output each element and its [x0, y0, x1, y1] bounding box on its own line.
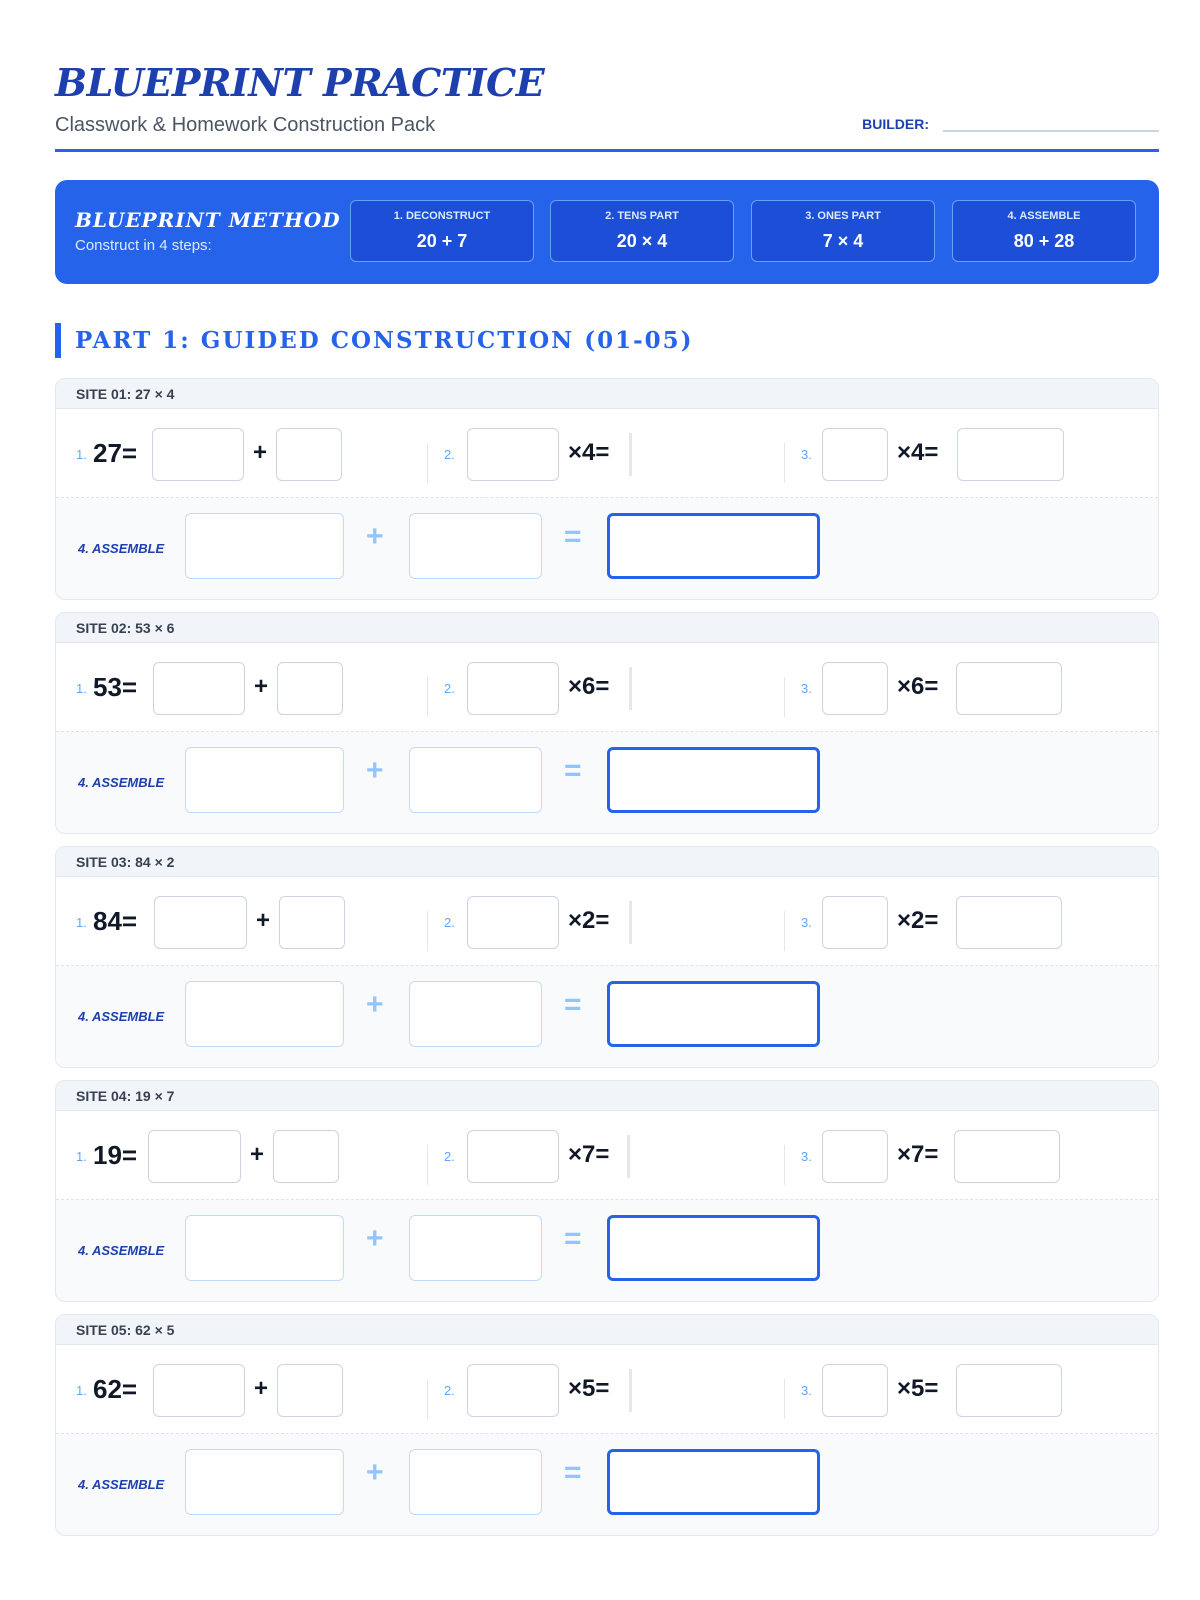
site-heading: SITE 04: 19 × 7: [56, 1081, 1158, 1111]
step-2-number: 2.: [444, 681, 455, 696]
plus-sign: +: [250, 1141, 265, 1168]
multiplier: ×7=: [568, 1141, 610, 1168]
method-step-label: 1. DECONSTRUCT: [393, 210, 491, 222]
step-2-number: 2.: [444, 915, 455, 930]
assemble-equals-sign: =: [564, 520, 582, 553]
method-step-label: 4. ASSEMBLE: [1007, 210, 1081, 222]
final-answer-box[interactable]: [607, 1449, 820, 1515]
site-heading: SITE 03: 84 × 2: [56, 847, 1158, 877]
assemble-plus-sign: +: [366, 754, 384, 787]
step-1-number: 1.: [76, 1383, 87, 1398]
multiplier: ×7=: [897, 1141, 939, 1168]
step-3-number: 3.: [801, 915, 812, 930]
final-answer-box[interactable]: [607, 981, 820, 1047]
assemble-row: [56, 732, 1158, 834]
divider: [784, 911, 785, 951]
tens-product-field[interactable]: [629, 433, 632, 476]
site-card-01: [55, 378, 1159, 600]
assemble-tens-box[interactable]: [185, 981, 344, 1047]
tens-part-box[interactable]: [467, 1130, 559, 1183]
multiplier: ×6=: [568, 673, 610, 700]
divider: [427, 1145, 428, 1185]
divider: [427, 911, 428, 951]
step-1-number: 1.: [76, 447, 87, 462]
divider: [427, 443, 428, 483]
tens-answer-box[interactable]: [148, 1130, 241, 1183]
construction-row: [56, 877, 1158, 966]
method-step-value: 80 + 28: [1013, 231, 1075, 251]
assemble-ones-box[interactable]: [409, 981, 542, 1047]
method-step-tens: [550, 200, 734, 262]
multiplier: ×5=: [568, 1375, 610, 1402]
method-step-assemble: [952, 200, 1136, 262]
step-2-number: 2.: [444, 1149, 455, 1164]
assemble-label: 4. ASSEMBLE: [78, 541, 165, 556]
assemble-ones-box[interactable]: [409, 747, 542, 813]
step-3-number: 3.: [801, 681, 812, 696]
divider: [784, 677, 785, 717]
ones-part-box[interactable]: [822, 1364, 888, 1417]
tens-answer-box[interactable]: [153, 662, 245, 715]
plus-sign: +: [254, 1375, 269, 1402]
assemble-plus-sign: +: [366, 988, 384, 1021]
site-number: 53=: [93, 672, 138, 702]
tens-answer-box[interactable]: [152, 428, 244, 481]
method-step-value: 20 × 4: [616, 231, 668, 251]
assemble-plus-sign: +: [366, 1222, 384, 1255]
step-2-number: 2.: [444, 447, 455, 462]
step-3-number: 3.: [801, 1149, 812, 1164]
site-number: 27=: [93, 438, 138, 468]
method-banner: [55, 180, 1159, 284]
ones-product-box[interactable]: [957, 428, 1064, 481]
assemble-equals-sign: =: [564, 1456, 582, 1489]
site-heading: SITE 01: 27 × 4: [56, 379, 1158, 409]
site-card-03: [55, 846, 1159, 1068]
assemble-plus-sign: +: [366, 1456, 384, 1489]
assemble-equals-sign: =: [564, 1222, 582, 1255]
tens-part-box[interactable]: [467, 1364, 559, 1417]
assemble-ones-box[interactable]: [409, 1215, 542, 1281]
page-title: BLUEPRINT PRACTICE: [55, 60, 545, 105]
multiplier: ×4=: [897, 439, 939, 466]
assemble-tens-box[interactable]: [185, 747, 344, 813]
builder-field: [862, 110, 1159, 132]
ones-part-box[interactable]: [822, 428, 888, 481]
tens-part-box[interactable]: [467, 662, 559, 715]
assemble-plus-sign: +: [366, 520, 384, 553]
builder-label: BUILDER:: [862, 116, 929, 132]
site-heading: SITE 05: 62 × 5: [56, 1315, 1158, 1345]
site-card-02: [55, 612, 1159, 834]
final-answer-box[interactable]: [607, 513, 820, 579]
divider: [427, 1379, 428, 1419]
tens-product-field[interactable]: [629, 667, 632, 710]
construction-row: [56, 1345, 1158, 1434]
tens-part-box[interactable]: [467, 428, 559, 481]
tens-product-field[interactable]: [629, 901, 632, 944]
divider: [784, 443, 785, 483]
plus-sign: +: [256, 907, 271, 934]
final-answer-box[interactable]: [607, 747, 820, 813]
ones-part-box[interactable]: [822, 896, 888, 949]
assemble-row: [56, 498, 1158, 600]
tens-product-field[interactable]: [629, 1369, 632, 1412]
multiplier: ×2=: [568, 907, 610, 934]
tens-part-box[interactable]: [467, 896, 559, 949]
page-subtitle: Classwork & Homework Construction Pack: [55, 114, 436, 136]
divider: [427, 677, 428, 717]
ones-answer-box[interactable]: [276, 428, 342, 481]
construction-row: [56, 1111, 1158, 1200]
worksheet-header: [55, 58, 1159, 152]
final-answer-box[interactable]: [607, 1215, 820, 1281]
site-number: 19=: [93, 1140, 138, 1170]
ones-answer-box[interactable]: [273, 1130, 339, 1183]
construction-row: [56, 409, 1158, 498]
plus-sign: +: [254, 673, 269, 700]
step-1-number: 1.: [76, 681, 87, 696]
divider: [784, 1379, 785, 1419]
assemble-label: 4. ASSEMBLE: [78, 1243, 165, 1258]
assemble-equals-sign: =: [564, 988, 582, 1021]
divider: [784, 1145, 785, 1185]
step-2-number: 2.: [444, 1383, 455, 1398]
ones-product-box[interactable]: [956, 1364, 1062, 1417]
assemble-row: [56, 966, 1158, 1068]
multiplier: ×6=: [897, 673, 939, 700]
ones-answer-box[interactable]: [279, 896, 345, 949]
method-step-deconstruct: [350, 200, 534, 262]
step-1-number: 1.: [76, 1149, 87, 1164]
assemble-tens-box[interactable]: [185, 1449, 344, 1515]
step-3-number: 3.: [801, 447, 812, 462]
site-heading: SITE 02: 53 × 6: [56, 613, 1158, 643]
tens-answer-box[interactable]: [153, 1364, 245, 1417]
method-step-label: 2. TENS PART: [605, 210, 679, 222]
tens-product-field[interactable]: [627, 1135, 630, 1178]
assemble-tens-box[interactable]: [185, 513, 344, 579]
assemble-label: 4. ASSEMBLE: [78, 1009, 165, 1024]
multiplier: ×2=: [897, 907, 939, 934]
site-number: 84=: [93, 906, 138, 936]
assemble-row: [56, 1200, 1158, 1302]
site-card-05: [55, 1314, 1159, 1536]
ones-product-box[interactable]: [956, 662, 1062, 715]
assemble-label: 4. ASSEMBLE: [78, 775, 165, 790]
method-step-label: 3. ONES PART: [805, 210, 881, 222]
tens-answer-box[interactable]: [154, 896, 247, 949]
ones-product-box[interactable]: [954, 1130, 1060, 1183]
assemble-row: [56, 1434, 1158, 1536]
step-1-number: 1.: [76, 915, 87, 930]
construction-row: [56, 643, 1158, 732]
method-step-value: 7 × 4: [822, 231, 864, 251]
ones-product-box[interactable]: [956, 896, 1062, 949]
ones-part-box[interactable]: [822, 1130, 888, 1183]
ones-answer-box[interactable]: [277, 662, 343, 715]
step-3-number: 3.: [801, 1383, 812, 1398]
method-title: BLUEPRINT METHOD: [75, 208, 341, 232]
ones-part-box[interactable]: [822, 662, 888, 715]
assemble-label: 4. ASSEMBLE: [78, 1477, 165, 1492]
method-step-ones: [751, 200, 935, 262]
plus-sign: +: [253, 439, 268, 466]
assemble-ones-box[interactable]: [409, 513, 542, 579]
multiplier: ×5=: [897, 1375, 939, 1402]
method-subtitle: Construct in 4 steps:: [75, 237, 212, 254]
part-heading: PART 1: GUIDED CONSTRUCTION (01-05): [55, 323, 694, 358]
site-card-04: [55, 1080, 1159, 1302]
ones-answer-box[interactable]: [277, 1364, 343, 1417]
assemble-equals-sign: =: [564, 754, 582, 787]
site-number: 62=: [93, 1374, 138, 1404]
multiplier: ×4=: [568, 439, 610, 466]
assemble-tens-box[interactable]: [185, 1215, 344, 1281]
assemble-ones-box[interactable]: [409, 1449, 542, 1515]
builder-name-line[interactable]: [943, 110, 1159, 132]
method-step-value: 20 + 7: [416, 231, 468, 251]
